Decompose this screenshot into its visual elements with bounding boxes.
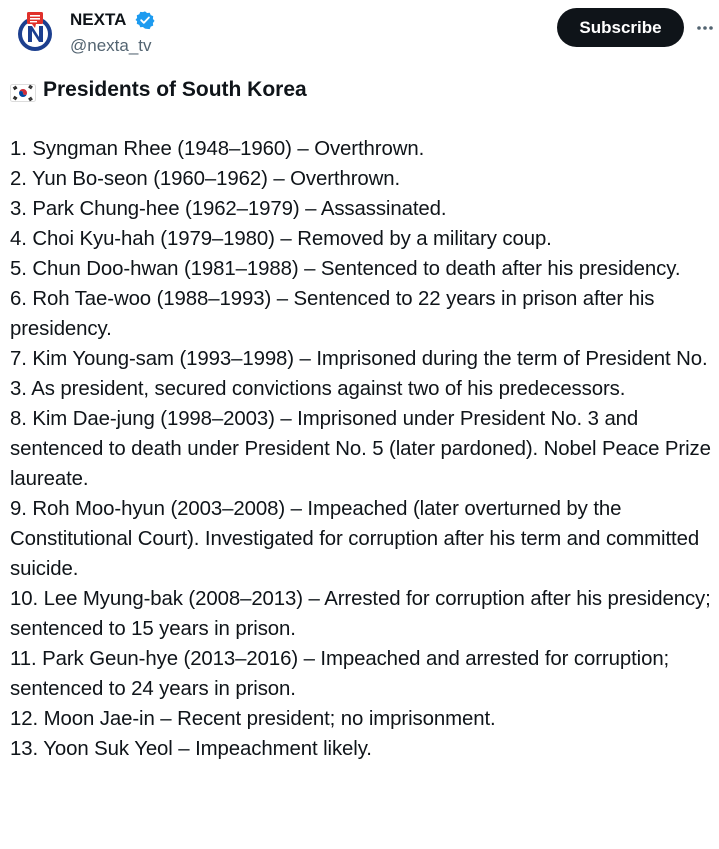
list-item: 11. Park Geun-hye (2013–2016) – Impeached and arrested for corruption; sentenced to 24 years in prison.	[10, 648, 670, 700]
list-item: 10. Lee Myung-bak (2008–2013) – Arrested for corruption after his presidency; sentenced to 15 years in prison.	[10, 588, 711, 640]
list-item: 1. Syngman Rhee (1948–1960) – Overthrown.	[10, 138, 425, 160]
subscribe-button[interactable]: Subscribe	[557, 8, 684, 47]
list-item: 12. Moon Jae-in – Recent president; no imprisonment.	[10, 708, 496, 730]
list-item: 8. Kim Dae-jung (1998–2003) – Imprisoned under President No. 3 and sentenced to death under President No. 5 (later pardoned). Nobel Peace Prize laureate.	[10, 408, 711, 490]
more-horizontal-icon[interactable]	[694, 17, 716, 39]
list-item: 3. Park Chung-hee (1962–1979) – Assassinated.	[10, 198, 447, 220]
verified-badge-icon[interactable]	[135, 10, 155, 30]
post-text	[10, 74, 719, 764]
list-item: 6. Roh Tae-woo (1988–1993) – Sentenced to 22 years in prison after his presidency.	[10, 288, 655, 340]
list-item: 5. Chun Doo-hwan (1981–1988) – Sentenced to death after his presidency.	[10, 258, 681, 280]
nexta-logo-icon	[14, 10, 56, 52]
avatar[interactable]	[14, 10, 56, 52]
display-name[interactable]: NEXTA	[70, 10, 127, 29]
list-item: 7. Kim Young-sam (1993–1998) – Imprisoned during the term of President No. 3. As president, secured convictions against two of his predecessors.	[10, 348, 708, 400]
south-korea-flag-icon	[10, 81, 36, 99]
handle[interactable]: @nexta_tv	[70, 36, 152, 55]
list-item: 13. Yoon Suk Yeol – Impeachment likely.	[10, 738, 372, 760]
list-item: 9. Roh Moo-hyun (2003–2008) – Impeached (later overturned by the Constitutional Court). Investigated for corruption after his term and committed suicide.	[10, 498, 700, 580]
author-info[interactable]	[70, 9, 155, 57]
presidents-list	[10, 134, 719, 764]
post-title: Presidents of South Korea	[43, 78, 307, 101]
list-item: 2. Yun Bo-seon (1960–1962) – Overthrown.	[10, 168, 401, 190]
post-title-line	[10, 74, 719, 106]
post-header	[0, 0, 719, 70]
list-item: 4. Choi Kyu-hah (1979–1980) – Removed by a military coup.	[10, 228, 552, 250]
